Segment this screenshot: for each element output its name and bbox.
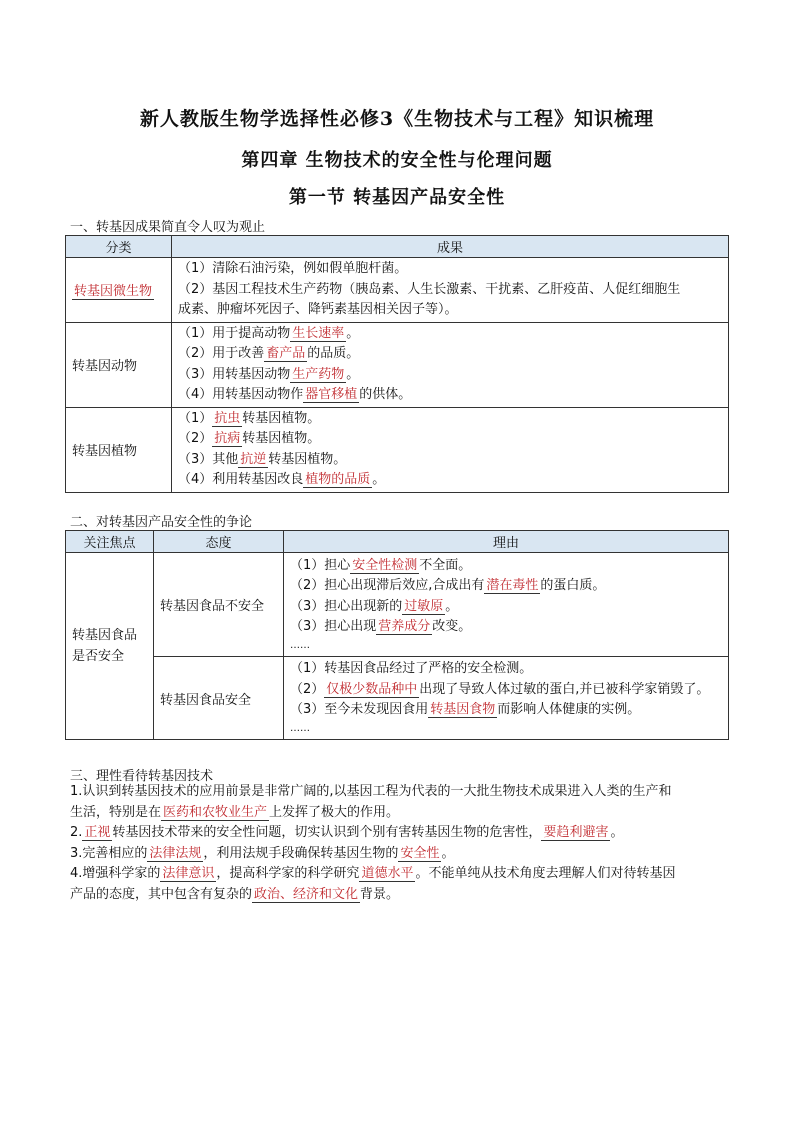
table-row bbox=[66, 258, 729, 323]
text-span: （3）其他 bbox=[178, 451, 239, 467]
part1-heading: 一、转基因成果简直令人叹为观止 bbox=[70, 220, 266, 235]
result-line bbox=[178, 450, 722, 471]
text-span: （2） bbox=[290, 681, 325, 697]
answer-blank: 畜产品 bbox=[266, 346, 306, 361]
result-line bbox=[178, 324, 722, 345]
text-span: 。 bbox=[441, 845, 455, 861]
paragraph-3 bbox=[70, 844, 730, 865]
reason-line bbox=[290, 556, 722, 577]
text-span: 转基因植物。 bbox=[268, 451, 347, 467]
reason-line bbox=[290, 617, 722, 638]
table-row bbox=[66, 322, 729, 407]
text-span: 改变。 bbox=[432, 619, 472, 634]
text-span: ，利用法规手段确保转基因生物的 bbox=[203, 845, 399, 861]
text-span: （1）转基因食品经过了严格的安全检测。 bbox=[290, 661, 533, 677]
answer-blank: 植物的品质 bbox=[305, 472, 371, 487]
text-span: （1）担心 bbox=[290, 557, 351, 573]
paragraph-4a bbox=[70, 864, 730, 885]
part3-body bbox=[70, 782, 730, 905]
text-span: 2. bbox=[70, 825, 83, 840]
answer-blank: 潜在毒性 bbox=[486, 578, 539, 593]
text-span: （3）担心出现 bbox=[290, 619, 377, 634]
text-span: 的品质。 bbox=[307, 346, 360, 361]
result-line bbox=[178, 300, 722, 321]
text-span: （4）用转基因动物作 bbox=[178, 387, 304, 402]
focus-cell: 转基因食品是否安全 bbox=[66, 553, 154, 740]
result-line bbox=[178, 429, 722, 450]
result-cell bbox=[172, 258, 729, 323]
text-span: 。 bbox=[346, 325, 360, 341]
text-span: （2）基因工程技术生产药物（胰岛素、人生长激素、干扰素、乙肝疫苗、人促红细胞生 bbox=[178, 281, 681, 297]
result-line bbox=[178, 470, 722, 491]
text-span: （2）担心出现滞后效应,合成出有 bbox=[290, 578, 485, 593]
reason-ellipsis: …… bbox=[290, 639, 310, 651]
table-row bbox=[66, 657, 729, 740]
text-span: （2） bbox=[178, 431, 213, 446]
text-span: （1）用于提高动物 bbox=[178, 325, 291, 341]
text-span: 。 bbox=[372, 472, 386, 487]
result-line bbox=[178, 365, 722, 386]
category-cell: 转基因植物 bbox=[66, 407, 172, 492]
answer-blank: 正视 bbox=[84, 825, 111, 840]
result-line bbox=[178, 409, 722, 430]
col-result: 成果 bbox=[172, 236, 729, 258]
text-span: 而影响人体健康的实例。 bbox=[497, 702, 641, 718]
text-span: （1） bbox=[178, 410, 213, 426]
text-span: （4）利用转基因改良 bbox=[178, 472, 304, 487]
text-span: 出现了导致人体过敏的蛋白,并已被科学家销毁了。 bbox=[419, 681, 710, 697]
result-line bbox=[178, 344, 722, 365]
answer-blank: 抗病 bbox=[214, 431, 241, 446]
category-cell: 转基因动物 bbox=[66, 322, 172, 407]
reason-line bbox=[290, 659, 722, 680]
text-span: 4.增强科学家的 bbox=[70, 866, 161, 881]
text-span: 。 bbox=[445, 598, 459, 614]
text-span: 的供体。 bbox=[359, 387, 412, 402]
answer-blank: 仅极少数品种中 bbox=[326, 681, 418, 697]
paragraph-1a: 1.认识到转基因技术的应用前景是非常广阔的,以基因工程为代表的一大批生物技术成果进入人类的生产和 bbox=[70, 784, 672, 799]
table-row bbox=[66, 553, 729, 657]
answer-blank: 生产药物 bbox=[292, 366, 345, 382]
answer-blank: 抗逆 bbox=[240, 451, 267, 467]
result-cell bbox=[172, 322, 729, 407]
answer-blank: 安全性检测 bbox=[352, 557, 418, 573]
reason-line bbox=[290, 700, 722, 721]
text-span: （2）用于改善 bbox=[178, 346, 265, 361]
table-row bbox=[66, 407, 729, 492]
answer-blank: 安全性 bbox=[400, 845, 440, 861]
answer-blank: 过敏原 bbox=[404, 598, 444, 614]
text-span: 转基因技术带来的安全性问题，切实认识到个别有害转基因生物的危害性， bbox=[112, 825, 542, 840]
answer-blank: 法律法规 bbox=[149, 845, 202, 861]
text-span: 。 bbox=[610, 825, 624, 840]
text-span: 成素、肿瘤坏死因子、降钙素基因相关因子等）。 bbox=[178, 302, 458, 317]
paragraph-2 bbox=[70, 823, 730, 844]
result-cell bbox=[172, 407, 729, 492]
answer-blank: 要趋利避害 bbox=[543, 825, 609, 840]
answer-blank: 转基因食物 bbox=[430, 702, 496, 718]
answer-blank: 器官移植 bbox=[305, 387, 358, 402]
answer-blank: 生长速率 bbox=[292, 325, 345, 341]
answer-blank: 营养成分 bbox=[378, 619, 431, 634]
col-category: 分类 bbox=[66, 236, 172, 258]
text-span: 3.完善相应的 bbox=[70, 845, 148, 861]
text-span: 产品的态度，其中包含有复杂的 bbox=[70, 886, 253, 902]
col-attitude: 态度 bbox=[154, 531, 284, 553]
reason-line bbox=[290, 680, 722, 701]
reason-line bbox=[290, 576, 722, 597]
text-span: 不全面。 bbox=[419, 557, 472, 573]
col-focus: 关注焦点 bbox=[66, 531, 154, 553]
chapter-title: 第四章 生物技术的安全性与伦理问题 bbox=[241, 150, 553, 171]
text-span: 。 bbox=[346, 366, 360, 382]
text-span: （1）清除石油污染，例如假单胞杆菌。 bbox=[178, 261, 408, 276]
text-span: 转基因植物。 bbox=[242, 431, 321, 446]
category-microbe: 转基因微生物 bbox=[74, 284, 153, 300]
answer-blank: 法律意识 bbox=[162, 866, 215, 881]
text-span: 生活，特别是在 bbox=[70, 804, 162, 820]
result-line bbox=[178, 259, 722, 280]
reason-ellipsis: …… bbox=[290, 722, 310, 734]
text-span: （3）用转基因动物 bbox=[178, 366, 291, 382]
attitude-cell: 转基因食品不安全 bbox=[154, 553, 284, 657]
attitude-cell: 转基因食品安全 bbox=[154, 657, 284, 740]
paragraph-4b bbox=[70, 885, 730, 906]
text-span: ，提高科学家的科学研究 bbox=[216, 866, 360, 881]
category-cell bbox=[66, 258, 172, 323]
reason-line bbox=[290, 597, 722, 618]
result-line bbox=[178, 280, 722, 301]
text-span: （3）至今未发现因食用 bbox=[290, 702, 429, 718]
paragraph-1b bbox=[70, 803, 730, 824]
answer-blank: 政治、经济和文化 bbox=[254, 886, 359, 902]
answer-blank: 抗虫 bbox=[214, 410, 241, 426]
part2-heading: 二、对转基因产品安全性的争论 bbox=[70, 515, 253, 530]
text-span: 转基因植物。 bbox=[242, 410, 321, 426]
result-line bbox=[178, 385, 722, 406]
achievements-table bbox=[65, 235, 729, 493]
col-reason: 理由 bbox=[284, 531, 729, 553]
section-title: 第一节 转基因产品安全性 bbox=[288, 187, 506, 208]
document-title: 新人教版生物学选择性必修3《生物技术与工程》知识梳理 bbox=[139, 108, 655, 130]
debate-table bbox=[65, 530, 729, 740]
part3-heading: 三、理性看待转基因技术 bbox=[70, 769, 214, 784]
text-span: 背景。 bbox=[360, 886, 400, 902]
text-span: （3）担心出现新的 bbox=[290, 598, 403, 614]
answer-blank: 道德水平 bbox=[361, 866, 414, 881]
text-span: 。不能单纯从技术角度去理解人们对待转基因 bbox=[415, 866, 676, 881]
text-span: 上发挥了极大的作用。 bbox=[269, 804, 400, 820]
reason-cell bbox=[284, 553, 729, 657]
reason-cell bbox=[284, 657, 729, 740]
answer-blank: 医药和农牧业生产 bbox=[163, 804, 268, 820]
text-span: 的蛋白质。 bbox=[540, 578, 606, 593]
